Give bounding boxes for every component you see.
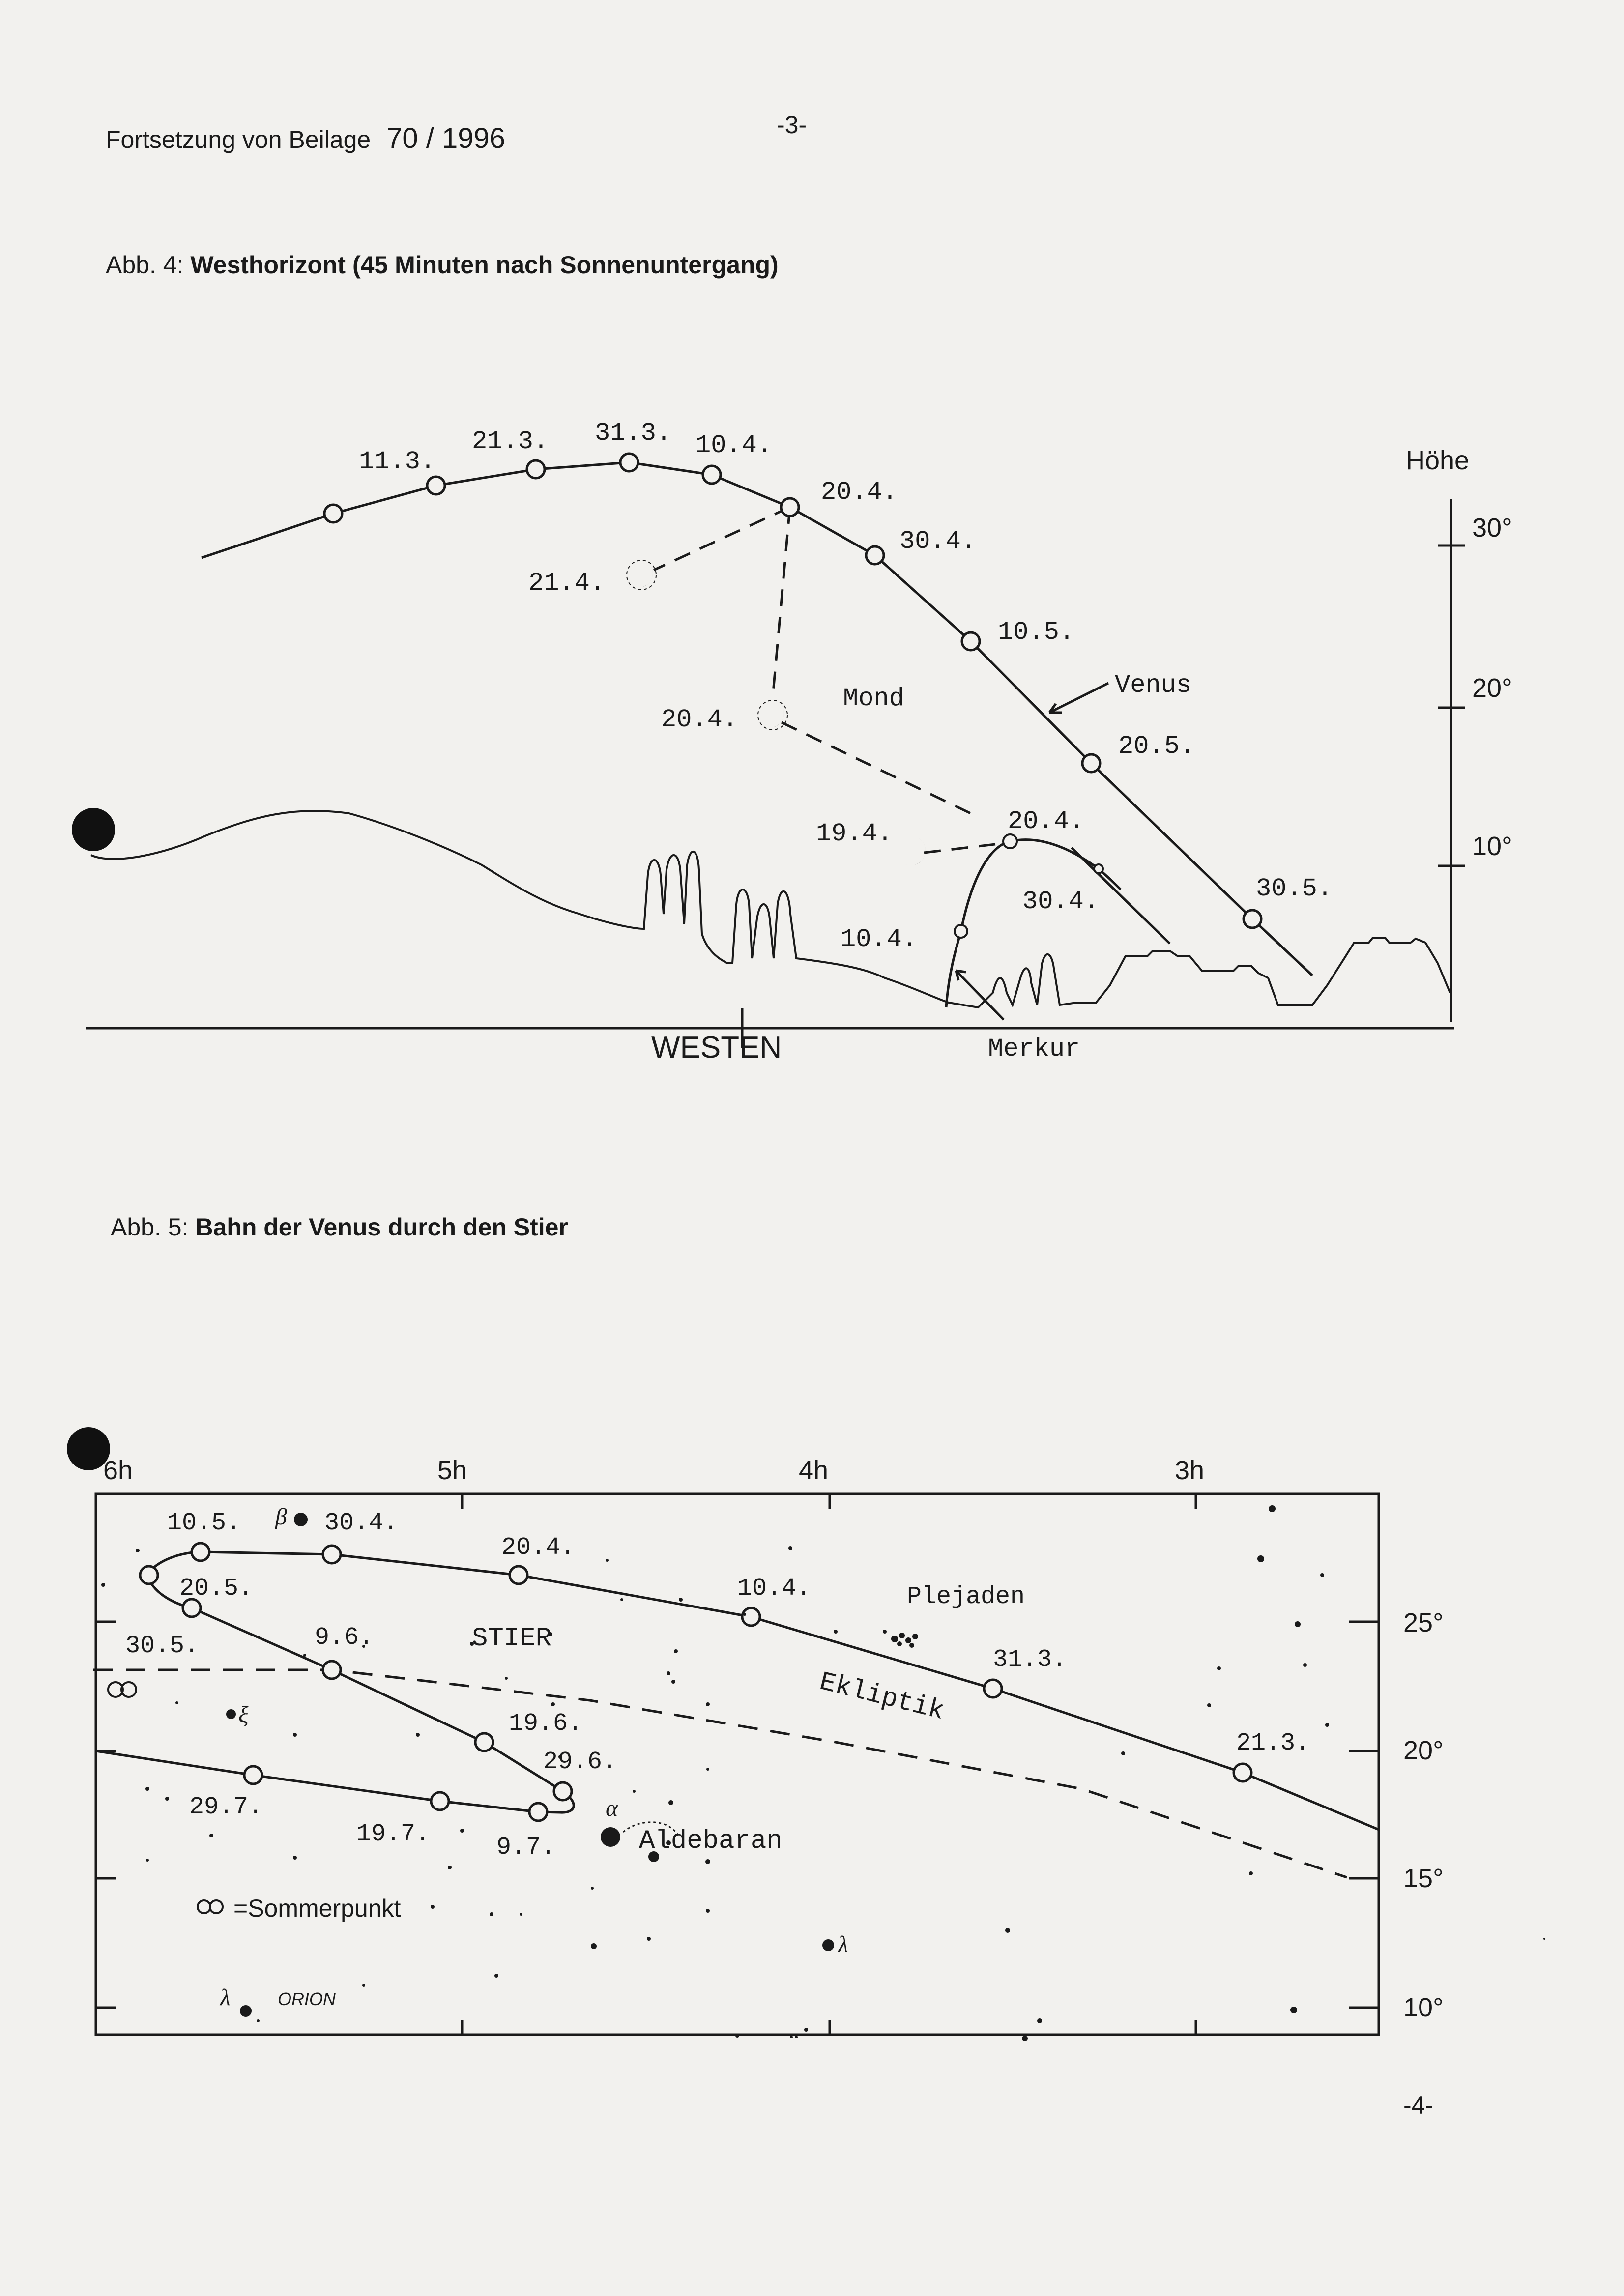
star (620, 1598, 623, 1601)
star (209, 1834, 213, 1837)
venus-date: 30.5. (1256, 874, 1333, 903)
star (1022, 2036, 1028, 2041)
venus-date: 19.6. (509, 1710, 583, 1738)
next-page-number: -4- (1403, 2092, 1434, 2119)
header-text: Fortsetzung von Beilage (106, 126, 371, 153)
moon-icon (758, 700, 787, 730)
venus-marker (554, 1782, 572, 1800)
venus-date: 29.6. (543, 1748, 617, 1776)
fig5-caption-label: Abb. 5: (111, 1213, 189, 1241)
star (431, 1905, 435, 1909)
star (165, 1797, 169, 1801)
venus-date: 9.6. (315, 1624, 374, 1652)
star (743, 1613, 746, 1616)
venus-date: 20.4. (821, 478, 898, 507)
star (303, 1654, 306, 1657)
star (668, 1800, 673, 1805)
merkur-marker (955, 925, 967, 938)
venus-label: Venus (1115, 671, 1192, 700)
star (679, 1598, 683, 1602)
star (795, 2036, 798, 2038)
merkur-date: 30.4. (1022, 887, 1100, 916)
star (416, 1733, 420, 1737)
venus-date: 21.3. (1236, 1729, 1310, 1757)
venus-date: 31.3. (595, 419, 672, 448)
venus-date: 31.3. (993, 1646, 1067, 1674)
moon-icon (627, 560, 656, 590)
star (145, 1787, 149, 1791)
star (804, 2028, 808, 2032)
venus-date: 10.5. (998, 618, 1075, 647)
star (706, 1702, 710, 1706)
merkur-date: 10.4. (841, 925, 918, 954)
star (490, 1912, 493, 1916)
star (788, 1546, 792, 1550)
star (1037, 2018, 1042, 2023)
venus-pointer (1049, 683, 1108, 713)
star (1005, 1928, 1010, 1933)
star-lambda-ori (240, 2005, 252, 2017)
star-lambda-tau (822, 1939, 834, 1951)
figure-5-venus-stier (93, 1494, 1379, 2035)
star (494, 1974, 498, 1978)
merkur-path (946, 840, 1121, 1007)
direction-label: WESTEN (651, 1031, 782, 1064)
merkur-markers (955, 834, 1103, 938)
venus-marker (1244, 910, 1261, 928)
star (591, 1887, 594, 1890)
dec-tick-label: 25° (1403, 1608, 1444, 1637)
star (1121, 1751, 1125, 1755)
star (883, 1630, 887, 1634)
venus-marker (1234, 1764, 1251, 1781)
solstice-legend-label: =Sommerpunkt (233, 1894, 401, 1922)
moon-date: 19.4. (816, 819, 893, 848)
altitude-axis-title: Höhe (1406, 446, 1470, 475)
summer-solstice-symbol (108, 1682, 136, 1697)
star (834, 1630, 838, 1634)
aldebaran-label: Aldebaran (639, 1826, 783, 1856)
ecliptic-label: Ekliptik (816, 1667, 948, 1727)
star (1207, 1703, 1211, 1707)
venus-date: 30.4. (899, 527, 977, 556)
star-zeta (226, 1709, 236, 1719)
venus-marker (475, 1733, 493, 1751)
lambda-tau-label: λ (838, 1931, 848, 1957)
star (1295, 1621, 1301, 1627)
venus-marker (324, 505, 342, 522)
venus-marker (529, 1803, 547, 1821)
lambda-ori-label: λ (220, 1984, 231, 2010)
orion-label: ORION (278, 1989, 336, 2009)
star (735, 2034, 739, 2038)
venus-date: 9.7. (496, 1834, 556, 1862)
venus-date: 11.3. (359, 447, 436, 476)
venus-date: 19.7. (356, 1820, 431, 1848)
star-aldebaran (601, 1827, 620, 1847)
venus-marker (427, 477, 445, 494)
horizon-silhouette (91, 811, 1450, 1007)
star (1217, 1666, 1221, 1670)
punch-hole-top (72, 808, 115, 851)
star (520, 1913, 522, 1916)
venus-date: 30.5. (125, 1632, 200, 1660)
beta-label: β (275, 1504, 287, 1530)
dec-tick-label: 15° (1403, 1864, 1444, 1893)
header-issue: 70 / 1996 (386, 122, 506, 154)
star (1543, 1938, 1545, 1940)
venus-marker (1082, 754, 1100, 772)
star (1249, 1871, 1253, 1875)
venus-date: 10.4. (737, 1575, 812, 1603)
venus-path (202, 462, 1312, 976)
venus-marker (323, 1546, 341, 1563)
star (551, 1702, 555, 1706)
venus-date: 29.7. (189, 1793, 263, 1821)
star (1290, 2007, 1297, 2013)
star (667, 1671, 670, 1675)
star (671, 1680, 675, 1684)
alpha-label: α (606, 1795, 618, 1821)
star (606, 1559, 609, 1562)
venus-marker (244, 1766, 262, 1784)
venus-markers-fig5 (140, 1543, 1251, 1821)
merkur-label: Merkur (988, 1034, 1080, 1063)
star (136, 1549, 140, 1552)
page-marker: -3- (777, 111, 807, 139)
merkur-pointer (956, 971, 1004, 1020)
merkur-marker (1003, 834, 1017, 848)
venus-marker (703, 466, 721, 484)
star (362, 1984, 365, 1987)
figure-4-westhorizont (86, 462, 1465, 1048)
venus-marker (962, 632, 980, 650)
venus-date: 10.4. (696, 431, 773, 460)
star (591, 1943, 597, 1949)
star (101, 1583, 105, 1587)
star (790, 2036, 793, 2038)
star (1320, 1573, 1324, 1577)
fig4-caption-title: Westhorizont (45 Minuten nach Sonnenuntergang) (190, 251, 779, 279)
star (706, 1909, 710, 1913)
fig4-caption-label: Abb. 4: (106, 251, 184, 279)
venus-marker (140, 1566, 158, 1584)
star (706, 1768, 709, 1771)
star (674, 1649, 678, 1653)
fig5-labels (125, 1509, 1310, 1922)
altitude-tick-label: 20° (1472, 673, 1512, 703)
venus-marker (866, 546, 884, 564)
dec-tick-label: 10° (1403, 1993, 1444, 2022)
ra-tick-label: 6h (103, 1456, 133, 1485)
star (448, 1866, 452, 1869)
star (505, 1677, 508, 1680)
star (1269, 1505, 1276, 1512)
venus-marker (620, 454, 638, 471)
star (1257, 1555, 1264, 1562)
venus-date: 30.4. (324, 1509, 399, 1537)
pleiades-label: Plejaden (907, 1583, 1025, 1611)
star (1303, 1663, 1307, 1667)
star (1325, 1723, 1329, 1727)
constellation-label: STIER (472, 1624, 552, 1654)
star (293, 1733, 297, 1737)
venus-marker (323, 1661, 341, 1679)
venus-marker (742, 1608, 760, 1626)
venus-date: 20.5. (1118, 732, 1195, 761)
venus-marker (781, 498, 799, 516)
star (633, 1790, 636, 1793)
star (705, 1859, 710, 1864)
ra-tick-label: 5h (437, 1456, 467, 1485)
stars (101, 1505, 1545, 2041)
merkur-date: 20.4. (1008, 807, 1085, 836)
venus-marker (984, 1680, 1002, 1697)
venus-date: 20.4. (501, 1534, 576, 1562)
ra-tick-label: 3h (1175, 1456, 1205, 1485)
venus-date: 21.3. (472, 427, 549, 456)
ra-tick-label: 4h (799, 1456, 829, 1485)
venus-marker (510, 1566, 527, 1584)
moon-date: 20.4. (661, 705, 738, 734)
moon-icon (903, 838, 926, 865)
altitude-tick-label: 30° (1472, 513, 1512, 543)
star (175, 1701, 178, 1704)
moon-date: 21.4. (528, 569, 606, 598)
star (146, 1859, 149, 1862)
altitude-tick-label: 10° (1472, 832, 1512, 861)
venus-date: 10.5. (167, 1509, 241, 1537)
venus-marker (527, 460, 545, 478)
summer-solstice-legend-icon (198, 1900, 223, 1913)
dec-tick-label: 20° (1403, 1736, 1444, 1765)
pleiades-cluster (891, 1633, 918, 1648)
star-beta (294, 1513, 308, 1526)
venus-marker (431, 1792, 449, 1810)
venus-date: 20.5. (179, 1575, 254, 1603)
fig5-caption-title: Bahn der Venus durch den Stier (195, 1213, 568, 1241)
moon-label: Mond (843, 684, 904, 713)
star (647, 1937, 651, 1941)
venus-marker (192, 1543, 209, 1561)
star (257, 2019, 260, 2022)
merkur-marker (1094, 864, 1103, 873)
star (293, 1856, 297, 1860)
star (460, 1829, 464, 1833)
zeta-label: ξ (238, 1702, 249, 1728)
